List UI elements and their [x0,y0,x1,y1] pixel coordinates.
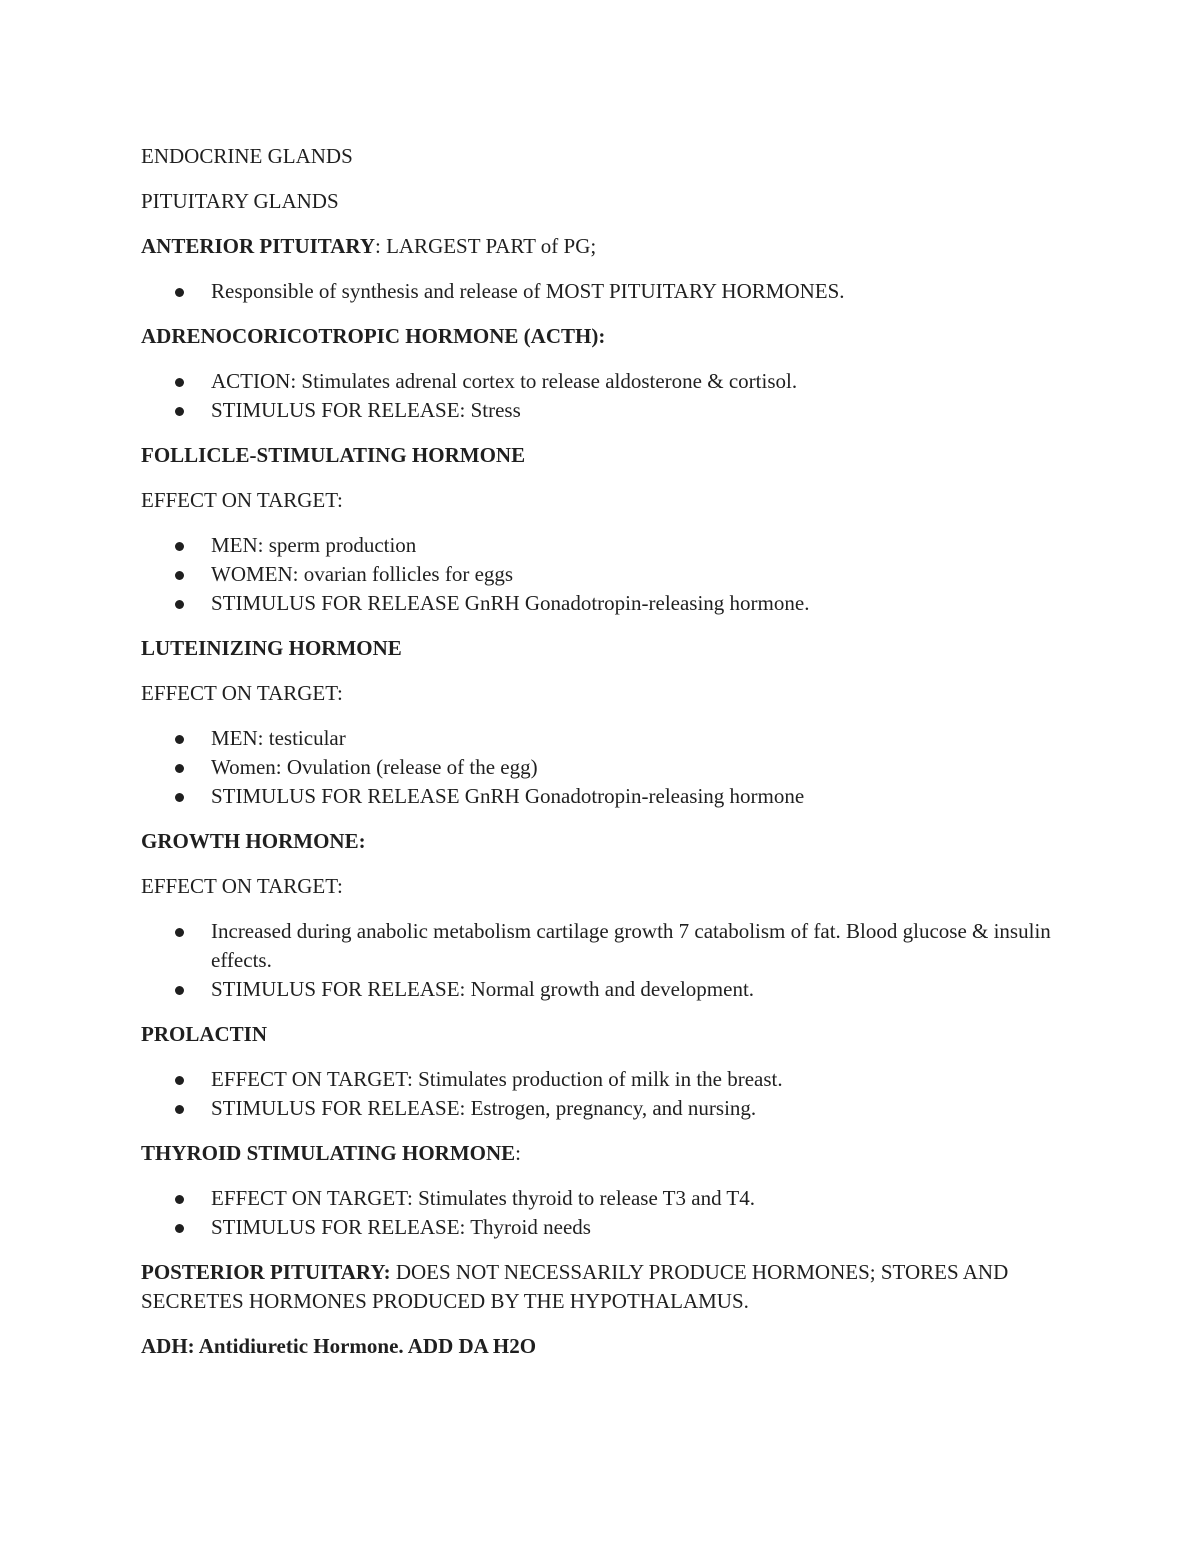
bullet-icon [175,793,184,802]
list-item-text: Women: Ovulation (release of the egg) [211,755,538,779]
lh-list [141,724,1071,811]
bullet-icon [175,735,184,744]
list-item [141,724,1071,753]
prolactin-list [141,1065,1071,1123]
bullet-icon [175,986,184,995]
list-item-text: STIMULUS FOR RELEASE: Thyroid needs [211,1215,591,1239]
bullet-icon [175,378,184,387]
bullet-icon [175,1105,184,1114]
tsh-heading-suffix: : [515,1141,521,1165]
posterior-pituitary-heading: POSTERIOR PITUITARY: [141,1260,391,1284]
tsh-list [141,1184,1071,1242]
list-item-text: EFFECT ON TARGET: Stimulates production of milk in the breast. [211,1067,783,1091]
bullet-icon [175,600,184,609]
list-item [141,1213,1071,1242]
list-item [141,1065,1071,1094]
anterior-pituitary-text: : LARGEST PART of PG; [374,234,597,258]
list-item-text: STIMULUS FOR RELEASE: Normal growth and development. [211,977,755,1001]
bullet-icon [175,1195,184,1204]
list-item-text: STIMULUS FOR RELEASE: Stress [211,398,521,422]
list-item-text: MEN: sperm production [211,533,417,557]
bullet-icon [175,1076,184,1085]
list-item-text: Responsible of synthesis and release of MOST PITUITARY HORMONES. [211,279,845,303]
list-item [141,367,1071,396]
bullet-icon [175,407,184,416]
gh-effect-label: EFFECT ON TARGET: [141,874,343,898]
list-item [141,975,1071,1004]
list-item [141,560,1071,589]
tsh-heading: THYROID STIMULATING HORMONE [141,1141,516,1165]
acth-list [141,367,1071,425]
list-item-text: WOMEN: ovarian follicles for eggs [211,562,514,586]
document-title: ENDOCRINE GLANDS [141,144,353,168]
anterior-pituitary-paragraph [141,232,1071,261]
bullet-icon [175,542,184,551]
tsh-heading-paragraph [141,1139,1071,1168]
posterior-pituitary-paragraph [141,1258,1071,1316]
list-item-text: MEN: testicular [211,726,346,750]
list-item [141,1184,1071,1213]
list-item [141,531,1071,560]
fsh-effect-label: EFFECT ON TARGET: [141,488,343,512]
bullet-icon [175,764,184,773]
bullet-icon [175,928,184,937]
bullet-icon [175,288,184,297]
list-item-text: STIMULUS FOR RELEASE GnRH Gonadotropin-releasing hormone. [211,591,810,615]
fsh-heading: FOLLICLE-STIMULATING HORMONE [141,443,526,467]
list-item [141,917,1071,975]
bullet-icon [175,571,184,580]
acth-heading: ADRENOCORICOTROPIC HORMONE (ACTH): [141,324,606,348]
list-item-text: EFFECT ON TARGET: Stimulates thyroid to release T3 and T4. [211,1186,756,1210]
list-item [141,782,1071,811]
gh-heading: GROWTH HORMONE: [141,829,366,853]
prolactin-heading: PROLACTIN [141,1022,268,1046]
list-item [141,589,1071,618]
list-item [141,277,1071,306]
list-item [141,396,1071,425]
document-body [141,142,1071,1377]
gh-list [141,917,1071,1004]
list-item [141,753,1071,782]
posterior-pituitary-text: DOES NOT NECESSARILY PRODUCE HORMONES; STORES AND SECRETES HORMONES PRODUCED BY THE HYPOTHALAMUS. [141,1260,1009,1313]
fsh-list [141,531,1071,618]
list-item-text: STIMULUS FOR RELEASE GnRH Gonadotropin-releasing hormone [211,784,805,808]
document-subtitle: PITUITARY GLANDS [141,189,339,213]
list-item [141,1094,1071,1123]
adh-heading: ADH: Antidiuretic Hormone. ADD DA H2O [141,1334,537,1358]
list-item-text: STIMULUS FOR RELEASE: Estrogen, pregnancy, and nursing. [211,1096,757,1120]
lh-heading: LUTEINIZING HORMONE [141,636,402,660]
bullet-icon [175,1224,184,1233]
lh-effect-label: EFFECT ON TARGET: [141,681,343,705]
anterior-pituitary-list [141,277,1071,306]
list-item-text: ACTION: Stimulates adrenal cortex to release aldosterone & cortisol. [211,369,798,393]
list-item-text: Increased during anabolic metabolism cartilage growth 7 catabolism of fat. Blood glucose & insulin effects. [211,919,1051,972]
anterior-pituitary-heading: ANTERIOR PITUITARY [141,234,375,258]
